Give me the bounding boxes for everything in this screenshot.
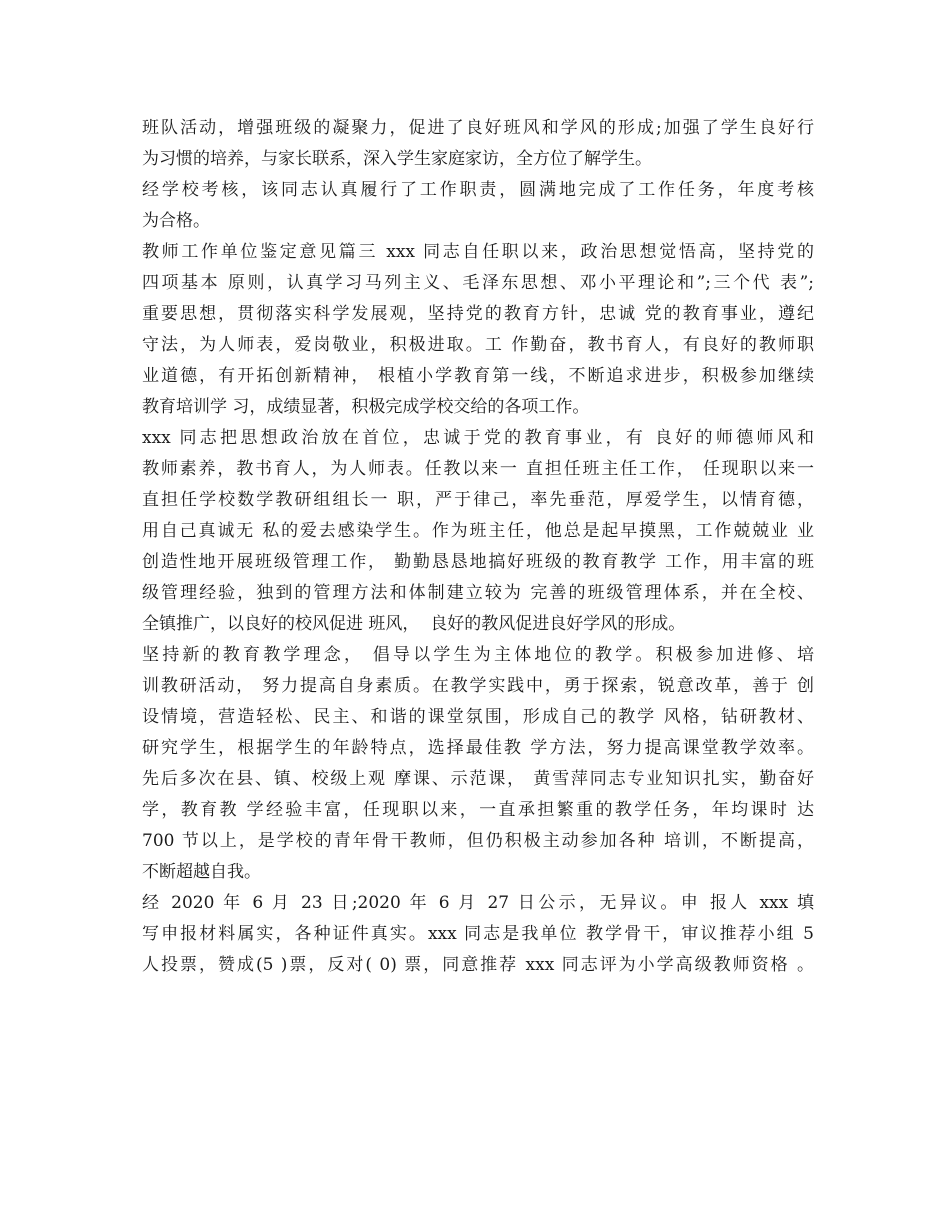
text-line: 四项基本 原则，认真学习马列主义、毛泽东思想、邓小平理论和”;三个代 表”; [142, 273, 814, 293]
text-line: 级管理经验，独到的管理方法和体制建立较为 完善的班级管理体系，并在全校、 [142, 583, 814, 603]
text-line: 教育培训学 习，成绩显著，积极完成学校交给的各项工作。 [142, 397, 590, 417]
text-line: 全镇推广，以良好的校风促进 班风， 良好的教风促进良好学风的形成。 [142, 614, 686, 634]
text-line: 不断超越自我。 [142, 862, 261, 882]
text-line: 经学校考核，该同志认真履行了工作职责，圆满地完成了工作任务，年度考核 [142, 180, 814, 200]
text-line: 教师素养，教书育人，为人师表。任教以来一 直担任班主任工作， 任现职以来一 [142, 459, 814, 479]
text-line: 创造性地开展班级管理工作， 勤勤恳恳地搞好班级的教育教学 工作，用丰富的班 [142, 552, 814, 572]
text-line: 设情境，营造轻松、民主、和谐的课堂氛围，形成自己的教学 风格，钻研教材、 [142, 707, 814, 727]
text-line: 700 节以上，是学校的青年骨干教师，但仍积极主动参加各种 培训，不断提高， [142, 831, 814, 851]
text-line: 为习惯的培养，与家长联系，深入学生家庭家访，全方位了解学生。 [142, 149, 652, 169]
text-line: 直担任学校数学教研组组长一 职，严于律己，率先垂范，厚爱学生，以情育德， [142, 490, 814, 510]
text-line: 班队活动，增强班级的凝聚力，促进了良好班风和学风的形成;加强了学生良好行 [142, 118, 814, 138]
text-line: 教师工作单位鉴定意见篇三 xxx 同志自任职以来，政治思想觉悟高，坚持党的 [142, 242, 814, 262]
text-line: 人投票，赞成(5 )票，反对( 0) 票，同意推荐 xxx 同志评为小学高级教师资格 。 [142, 955, 814, 975]
text-line: 业道德，有开拓创新精神， 根植小学教育第一线，不断追求进步，积极参加继续 [142, 366, 814, 386]
text-line: 研究学生，根据学生的年龄特点，选择最佳教 学方法，努力提高课堂教学效率。 [142, 738, 814, 758]
text-line: 为合格。 [142, 211, 210, 231]
text-line: 写申报材料属实，各种证件真实。xxx 同志是我单位 教学骨干，审议推荐小组 5 [142, 924, 814, 944]
text-line: 训教研活动， 努力提高自身素质。在教学实践中，勇于探索，锐意改革，善于 创 [142, 676, 814, 696]
text-line: 先后多次在县、镇、校级上观 摩课、示范课， 黄雪萍同志专业知识扎实，勤奋好 [142, 769, 814, 789]
text-line: 重要思想，贯彻落实科学发展观，坚持党的教育方针，忠诚 党的教育事业，遵纪 [142, 304, 814, 324]
document-page [142, 113, 814, 981]
text-line: 坚持新的教育教学理念， 倡导以学生为主体地位的教学。积极参加进修、培 [142, 645, 814, 665]
text-line: xxx 同志把思想政治放在首位，忠诚于党的教育事业，有 良好的师德师风和 [142, 428, 814, 448]
text-line: 学，教育教 学经验丰富，任现职以来，一直承担繁重的教学任务，年均课时 达 [142, 800, 814, 820]
text-line: 用自己真诚无 私的爱去感染学生。作为班主任，他总是起早摸黑，工作兢兢业 业 [142, 521, 814, 541]
text-line: 经 2020 年 6 月 23 日;2020 年 6 月 27 日公示，无异议。申 报人 xxx 填 [142, 893, 814, 913]
text-line: 守法，为人师表，爱岗敬业，积极进取。工 作勤奋，教书育人，有良好的教师职 [142, 335, 814, 355]
